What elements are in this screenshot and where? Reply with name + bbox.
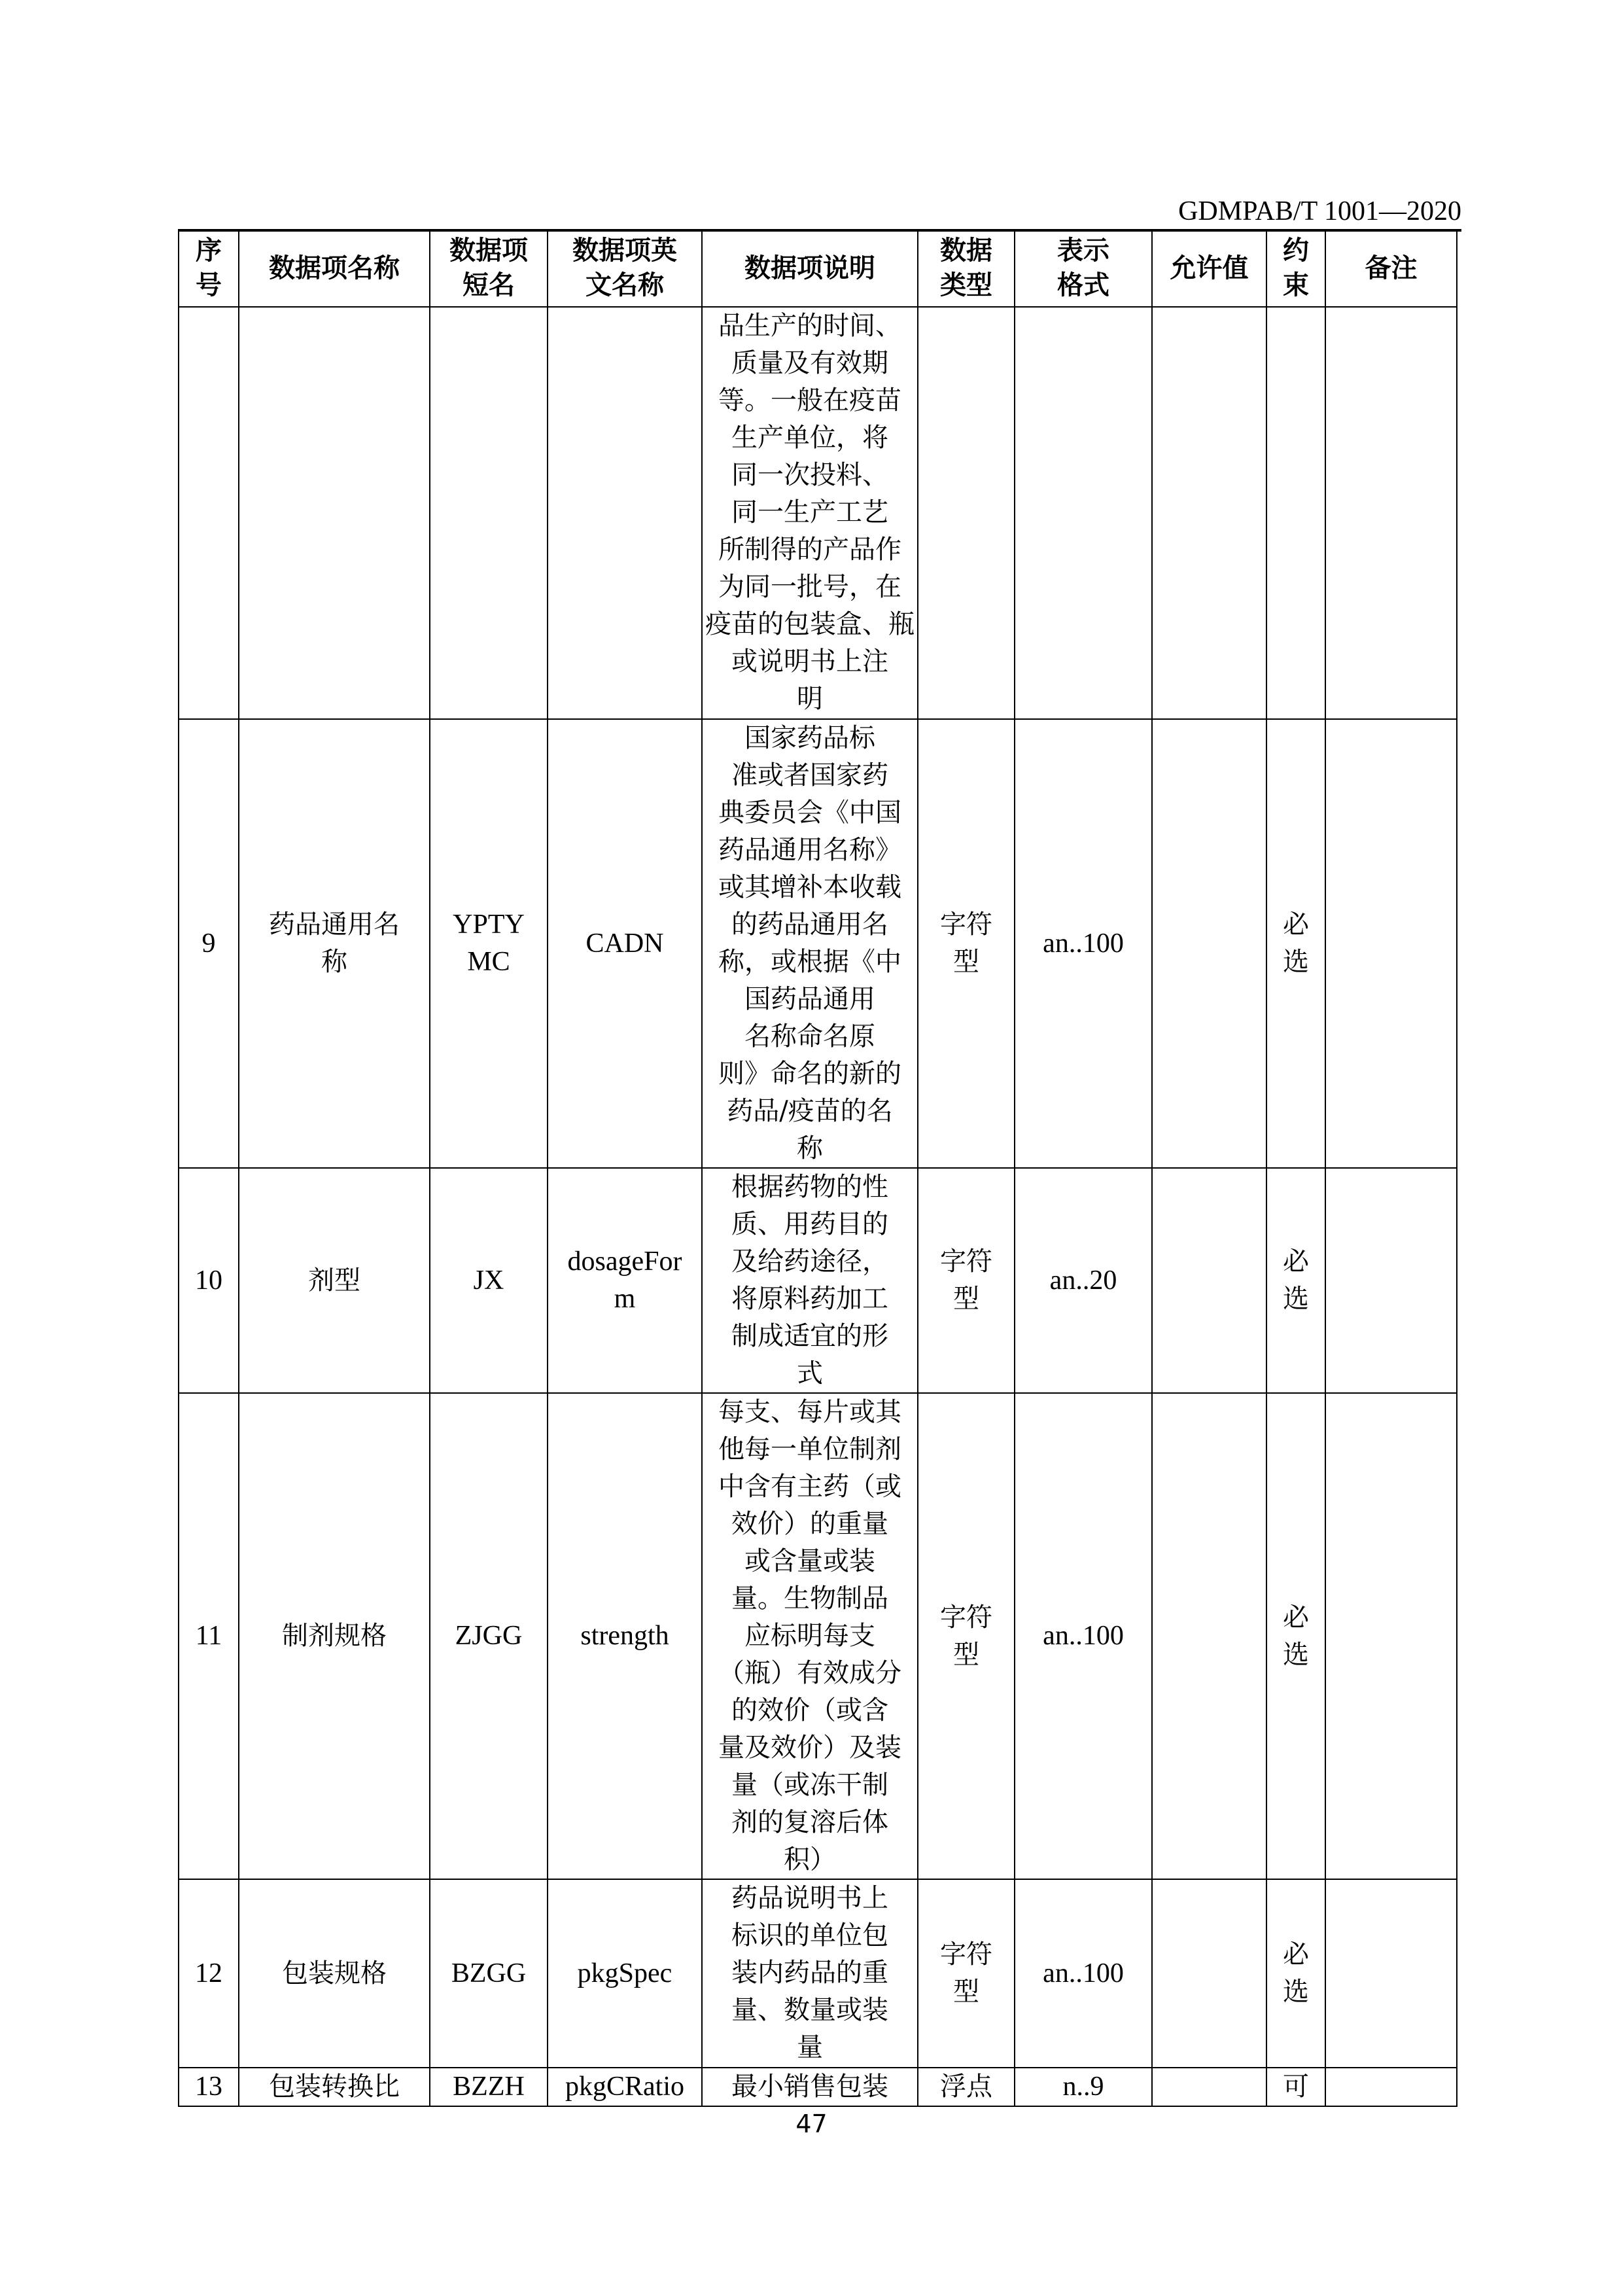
cell-line: 类型 xyxy=(940,270,992,300)
cell-description xyxy=(702,1393,918,1879)
cell-data-type xyxy=(918,719,1015,1168)
cell-remark xyxy=(1325,1393,1457,1879)
cell-line: m xyxy=(614,1284,636,1314)
cell-line: 同一生产工艺 xyxy=(731,497,888,527)
cell-short-name xyxy=(430,1168,548,1393)
cell-line: ZJGG xyxy=(455,1621,523,1651)
cell-line: 每支、每片或其 xyxy=(718,1397,901,1427)
cell-line: an..100 xyxy=(1043,928,1124,959)
cell-english-name xyxy=(548,307,702,719)
cell-name xyxy=(239,1393,430,1879)
cell-line: 浮点 xyxy=(940,2072,992,2102)
cell-line: 备注 xyxy=(1365,253,1418,283)
cell-constraint xyxy=(1266,2068,1325,2106)
cell-line: 字符 xyxy=(940,1246,992,1277)
cell-line: 或含量或装 xyxy=(744,1546,875,1576)
cell-line: 数据 xyxy=(940,236,992,266)
cell-english-name xyxy=(548,1879,702,2068)
cell-line: （瓶）有效成分 xyxy=(718,1658,901,1688)
cell-allowed-value xyxy=(1152,1879,1266,2068)
cell-line: BZZH xyxy=(453,2072,525,2102)
cell-line: 字符 xyxy=(940,1939,992,1969)
header-seq xyxy=(179,230,239,307)
cell-line: 或其增补本收载 xyxy=(718,872,901,902)
cell-allowed-value xyxy=(1152,1168,1266,1393)
header-constraint xyxy=(1266,230,1325,307)
cell-line: 量。生物制品 xyxy=(731,1583,888,1614)
cell-line: 格式 xyxy=(1057,270,1109,300)
document-code: GDMPAB/T 1001—2020 xyxy=(1178,196,1461,226)
cell-line: 表示 xyxy=(1057,236,1109,266)
cell-name xyxy=(239,1168,430,1393)
cell-line: 量、数量或装 xyxy=(731,1995,888,2025)
cell-line: 数据项英 xyxy=(572,236,677,266)
cell-short-name xyxy=(430,1393,548,1879)
cell-line: 量 xyxy=(797,2032,823,2062)
cell-line: 药品通用名称》 xyxy=(718,835,901,865)
cell-constraint xyxy=(1266,307,1325,719)
cell-line: 束 xyxy=(1283,270,1309,300)
cell-line: JX xyxy=(473,1265,504,1296)
cell-description xyxy=(702,1879,918,2068)
cell-line: 质、用药目的 xyxy=(731,1209,888,1239)
cell-line: 根据药物的性 xyxy=(731,1172,888,1202)
cell-line: 字符 xyxy=(940,910,992,940)
cell-line: an..100 xyxy=(1043,1621,1124,1651)
cell-seq xyxy=(179,719,239,1168)
cell-line: 生产单位，将 xyxy=(731,423,888,453)
cell-line: 明 xyxy=(797,684,823,714)
cell-line: 字符 xyxy=(940,1602,992,1633)
cell-line: 型 xyxy=(953,1284,979,1314)
cell-line: 药品说明书上 xyxy=(731,1883,888,1913)
header-name xyxy=(239,230,430,307)
header-description xyxy=(702,230,918,307)
cell-format xyxy=(1015,1879,1152,2068)
table-row xyxy=(179,2068,1457,2106)
cell-line: 号 xyxy=(196,270,222,300)
cell-line: 典委员会《中国 xyxy=(718,798,901,828)
cell-line: 10 xyxy=(195,1265,222,1296)
cell-line: 为同一批号，在 xyxy=(718,572,901,602)
cell-short-name xyxy=(430,2068,548,2106)
cell-line: YPTY xyxy=(453,910,525,940)
cell-remark xyxy=(1325,1879,1457,2068)
cell-line: 称 xyxy=(321,947,347,977)
table-row xyxy=(179,307,1457,719)
cell-line: 允许值 xyxy=(1170,253,1249,283)
cell-line: n..9 xyxy=(1062,2072,1104,2102)
cell-seq xyxy=(179,1879,239,2068)
cell-line: CADN xyxy=(585,928,664,959)
cell-line: strength xyxy=(580,1621,669,1651)
cell-data-type xyxy=(918,1393,1015,1879)
cell-line: 制剂规格 xyxy=(282,1621,387,1651)
cell-format xyxy=(1015,1168,1152,1393)
cell-line: 序 xyxy=(196,236,222,266)
table-row xyxy=(179,719,1457,1168)
cell-line: 型 xyxy=(953,947,979,977)
cell-line: 制成适宜的形 xyxy=(731,1321,888,1351)
cell-remark xyxy=(1325,307,1457,719)
cell-description xyxy=(702,2068,918,2106)
cell-line: 国药品通用 xyxy=(744,984,875,1014)
cell-line: 所制得的产品作 xyxy=(718,535,901,565)
cell-short-name xyxy=(430,1879,548,2068)
cell-line: 中含有主药（或 xyxy=(718,1472,901,1502)
cell-line: 剂的复溶后体 xyxy=(731,1807,888,1837)
cell-line: 同一次投料、 xyxy=(731,460,888,490)
cell-line: 选 xyxy=(1283,947,1309,977)
cell-line: 品生产的时间、 xyxy=(718,311,901,341)
cell-line: 选 xyxy=(1283,1284,1309,1314)
cell-line: 短名 xyxy=(462,270,515,300)
cell-line: 质量及有效期 xyxy=(731,348,888,378)
header-english-name xyxy=(548,230,702,307)
cell-line: 应标明每支 xyxy=(744,1621,875,1651)
cell-constraint xyxy=(1266,1879,1325,2068)
cell-remark xyxy=(1325,2068,1457,2106)
cell-name xyxy=(239,719,430,1168)
table-row xyxy=(179,1393,1457,1879)
cell-short-name xyxy=(430,719,548,1168)
cell-line: MC xyxy=(467,947,510,977)
cell-line: pkgSpec xyxy=(577,1958,672,1988)
cell-line: 选 xyxy=(1283,1639,1309,1670)
cell-line: 必 xyxy=(1283,1246,1309,1277)
cell-english-name xyxy=(548,719,702,1168)
cell-short-name xyxy=(430,307,548,719)
cell-line: 11 xyxy=(195,1621,222,1651)
cell-line: 量（或冻干制 xyxy=(731,1770,888,1800)
cell-seq xyxy=(179,307,239,719)
cell-line: BZGG xyxy=(451,1958,527,1988)
cell-line: 准或者国家药 xyxy=(731,760,888,790)
cell-line: 他每一单位制剂 xyxy=(718,1434,901,1464)
data-item-table xyxy=(178,229,1457,2107)
cell-data-type xyxy=(918,1879,1015,2068)
cell-line: 文名称 xyxy=(585,270,664,300)
cell-line: 名称命名原 xyxy=(744,1021,875,1051)
cell-line: 9 xyxy=(201,928,216,959)
header-short-name xyxy=(430,230,548,307)
cell-line: 药品通用名 xyxy=(269,910,400,940)
cell-line: 装内药品的重 xyxy=(731,1958,888,1988)
cell-remark xyxy=(1325,719,1457,1168)
cell-line: an..100 xyxy=(1043,1958,1124,1988)
cell-line: 最小销售包装 xyxy=(731,2072,888,2102)
cell-name xyxy=(239,1879,430,2068)
cell-line: 数据项 xyxy=(449,236,528,266)
cell-line: 量及效价）及装 xyxy=(718,1733,901,1763)
cell-line: 及给药途径， xyxy=(731,1246,888,1277)
cell-constraint xyxy=(1266,719,1325,1168)
cell-line: 剂型 xyxy=(308,1265,360,1296)
cell-seq xyxy=(179,1393,239,1879)
cell-format xyxy=(1015,2068,1152,2106)
cell-line: 标识的单位包 xyxy=(731,1920,888,1951)
cell-data-type xyxy=(918,307,1015,719)
cell-constraint xyxy=(1266,1168,1325,1393)
cell-format xyxy=(1015,1393,1152,1879)
header-allowed-value xyxy=(1152,230,1266,307)
cell-line: 的效价（或含 xyxy=(731,1695,888,1725)
cell-line: 药品/疫苗的名 xyxy=(727,1096,893,1126)
table-header-row xyxy=(179,230,1457,307)
cell-line: pkgCRatio xyxy=(565,2072,684,2102)
cell-name xyxy=(239,2068,430,2106)
cell-line: 必 xyxy=(1283,910,1309,940)
cell-line: 效价）的重量 xyxy=(731,1509,888,1539)
cell-line: 的药品通用名 xyxy=(731,910,888,940)
cell-line: 积） xyxy=(784,1845,836,1875)
cell-line: 或说明书上注 xyxy=(731,646,888,677)
cell-line: 疫苗的包装盒、瓶 xyxy=(705,609,915,639)
cell-line: 包装规格 xyxy=(282,1958,387,1988)
cell-description xyxy=(702,307,918,719)
cell-line: 必 xyxy=(1283,1939,1309,1969)
cell-format xyxy=(1015,307,1152,719)
cell-allowed-value xyxy=(1152,2068,1266,2106)
cell-data-type xyxy=(918,2068,1015,2106)
cell-english-name xyxy=(548,1168,702,1393)
cell-allowed-value xyxy=(1152,719,1266,1168)
table-row xyxy=(179,1879,1457,2068)
cell-line: 12 xyxy=(195,1958,222,1988)
cell-constraint xyxy=(1266,1393,1325,1879)
header-data-type xyxy=(918,230,1015,307)
cell-remark xyxy=(1325,1168,1457,1393)
cell-line: 则》命名的新的 xyxy=(718,1059,901,1089)
cell-line: 将原料药加工 xyxy=(731,1284,888,1314)
header-remark xyxy=(1325,230,1457,307)
cell-line: dosageFor xyxy=(567,1246,682,1277)
table-row xyxy=(179,1168,1457,1393)
cell-english-name xyxy=(548,2068,702,2106)
cell-line: 数据项名称 xyxy=(269,253,400,283)
cell-line: 13 xyxy=(195,2072,222,2102)
cell-line: 称 xyxy=(797,1133,823,1163)
cell-line: 称，或根据《中 xyxy=(718,947,901,977)
cell-english-name xyxy=(548,1393,702,1879)
cell-line: 国家药品标 xyxy=(744,723,875,753)
cell-name xyxy=(239,307,430,719)
cell-line: 等。一般在疫苗 xyxy=(718,385,901,415)
cell-seq xyxy=(179,2068,239,2106)
cell-line: 选 xyxy=(1283,1977,1309,2007)
cell-line: 型 xyxy=(953,1977,979,2007)
cell-line: 包装转换比 xyxy=(269,2072,400,2102)
cell-line: 必 xyxy=(1283,1602,1309,1633)
cell-line: 型 xyxy=(953,1639,979,1670)
cell-line: 可 xyxy=(1283,2072,1309,2102)
cell-description xyxy=(702,719,918,1168)
page-number: 47 xyxy=(795,2110,828,2138)
header-format xyxy=(1015,230,1152,307)
cell-line: 数据项说明 xyxy=(744,253,875,283)
cell-description xyxy=(702,1168,918,1393)
cell-allowed-value xyxy=(1152,307,1266,719)
cell-format xyxy=(1015,719,1152,1168)
cell-line: 约 xyxy=(1283,236,1309,266)
cell-line: 式 xyxy=(797,1358,823,1388)
cell-line: an..20 xyxy=(1049,1265,1117,1296)
cell-allowed-value xyxy=(1152,1393,1266,1879)
cell-data-type xyxy=(918,1168,1015,1393)
cell-seq xyxy=(179,1168,239,1393)
